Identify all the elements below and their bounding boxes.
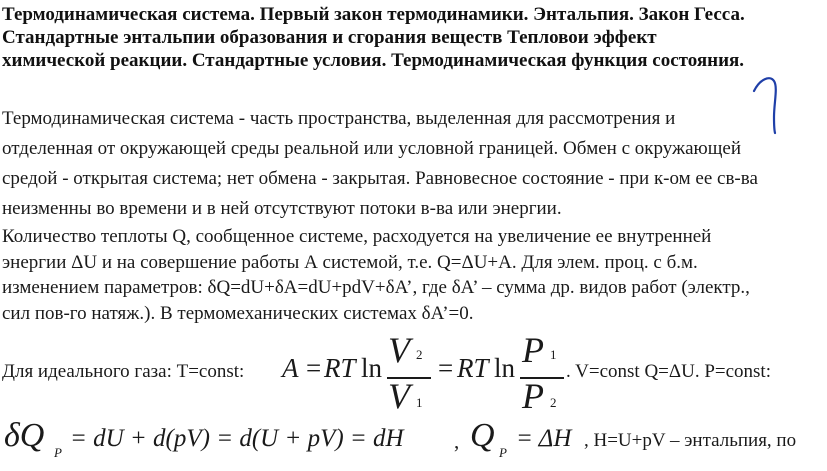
eq-delta-h: = ΔH <box>516 425 572 452</box>
first-law-paragraph <box>2 224 824 326</box>
eq-v2: V <box>388 330 410 370</box>
text-line: средой - открытая система; нет обмена - закрытая. Равновесное состояние - при к-ом ее св-ва <box>2 168 758 189</box>
eq-equals: = <box>438 353 454 383</box>
eq-p1-sub: 1 <box>550 347 557 362</box>
eq-equals: = <box>306 353 322 383</box>
text-line: изменением параметров: δQ=dU+δA=dU+pdV+δA’, где δA’ – сумма др. видов работ (электр., <box>2 277 750 298</box>
eq-comma: , <box>454 429 460 453</box>
definition-paragraph <box>2 104 824 224</box>
document-title <box>2 3 824 72</box>
text-line: отделенная от окружающей среды реальной или условной границей. Обмен с окружающей <box>2 138 741 159</box>
ideal-gas-lead: Для идеального газа: T=const: <box>2 361 245 382</box>
eq-heat-p-sub: P <box>499 445 507 460</box>
enthalpy-tail: , H=U+pV – энтальпия, по <box>584 430 797 451</box>
title-line: химической реакции. Стандартные условия. Термодинамическая функция состояния. <box>2 50 745 71</box>
eq-ln: ln <box>361 353 383 383</box>
text-line: Термодинамическая система - часть пространства, выделенная для рассмотрения и <box>2 108 676 129</box>
eq-p2-sub: 2 <box>550 395 557 410</box>
text-line: сил пов-го натяж.). В термомеханических системах δA’=0. <box>2 302 474 324</box>
eq-enthalpy-chain: = dU + d(pV) = d(U + pV) = dH <box>70 425 404 452</box>
eq-heat-symbol: δQ <box>4 417 45 454</box>
eq-heat-sub: P <box>54 445 62 460</box>
text-line: неизменны во времени и в ней отсутствуют потоки в-ва или энергии. <box>2 198 562 219</box>
text-line: энергии ΔU и на совершение работы А системой, т.е. Q=ΔU+A. Для элем. проц. с б.м. <box>2 251 698 273</box>
eq-rt: RT <box>457 353 489 383</box>
text-line: Количество теплоты Q, сообщенное системе, расходуется на увеличение ее внутренней <box>2 226 712 247</box>
eq-p1: P <box>522 330 544 370</box>
eq-rt: RT <box>324 353 356 383</box>
title-line: Стандартные энтальпии образования и сгорания веществ Тепловои эффект <box>2 27 657 48</box>
eq-v2-sub: 2 <box>416 347 423 362</box>
eq-work-symbol: A <box>282 353 299 383</box>
title-line: Термодинамическая система. Первый закон термодинамики. Энтальпия. Закон Гесса. <box>2 4 745 25</box>
eq-v1: V <box>388 376 410 416</box>
eq-heat-p: Q <box>470 417 495 454</box>
ideal-gas-tail: . V=const Q=ΔU. P=const: <box>566 361 771 382</box>
eq-p2: P <box>522 376 544 416</box>
eq-v1-sub: 1 <box>416 395 423 410</box>
eq-ln: ln <box>494 353 516 383</box>
